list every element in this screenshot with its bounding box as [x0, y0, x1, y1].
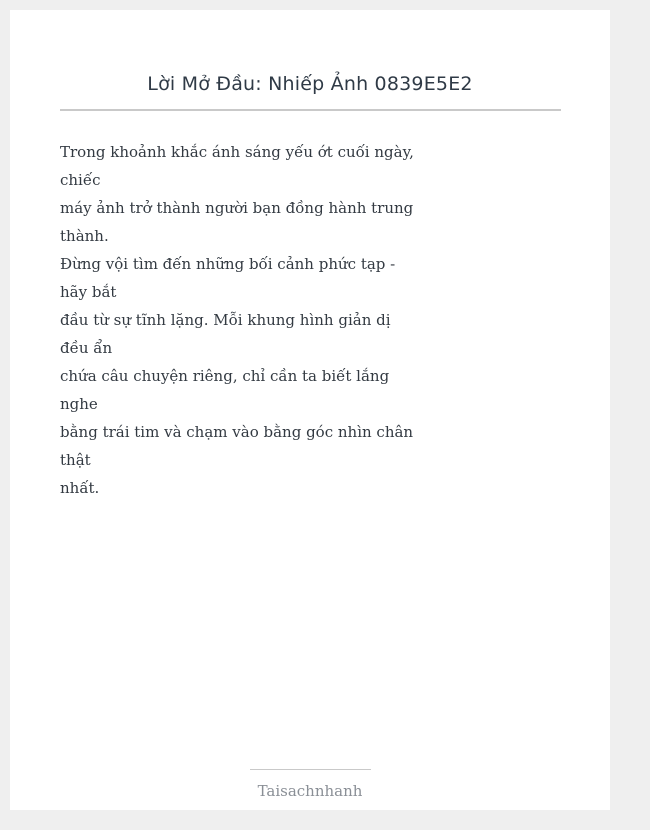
paragraph-line: nghe: [60, 395, 98, 413]
paragraph-line: thật: [60, 451, 91, 469]
paragraph-line: Trong khoảnh khắc ánh sáng yếu ớt cuối ngày,: [60, 143, 414, 161]
paragraph-line: chiếc: [60, 171, 101, 189]
footer-site-name: Taisachnhanh: [257, 782, 363, 800]
paragraph-line: đều ẩn: [60, 339, 113, 357]
paragraph-line: máy ảnh trở thành người bạn đồng hành trung: [60, 199, 414, 217]
preface-paragraph: [60, 138, 420, 502]
paragraph-line: Đừng vội tìm đến những bối cảnh phức tạp -: [60, 255, 396, 273]
paragraph-line: bằng trái tim và chạm vào bằng góc nhìn chân: [60, 423, 414, 441]
title-divider: [60, 109, 561, 111]
paragraph-line: chứa câu chuyện riêng, chỉ cần ta biết lắng: [60, 367, 390, 385]
paragraph-line: nhất.: [60, 479, 100, 497]
page-title: Lời Mở Đầu: Nhiếp Ảnh 0839E5E2: [147, 73, 473, 95]
paragraph-line: thành.: [60, 227, 109, 245]
document-page: [10, 10, 610, 810]
paragraph-line: đầu từ sự tĩnh lặng. Mỗi khung hình giản dị: [60, 311, 391, 329]
paragraph-line: hãy bắt: [60, 283, 117, 301]
footer-divider: [250, 769, 371, 770]
